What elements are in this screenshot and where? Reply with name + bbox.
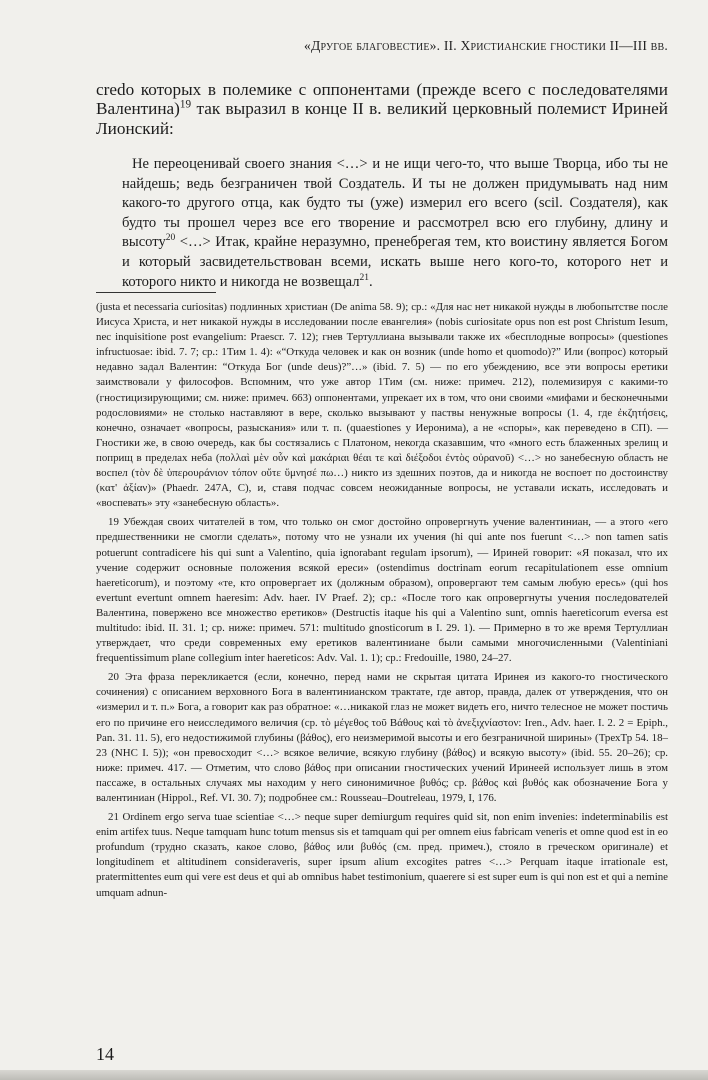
footnote-20: 20 Эта фраза перекликается (если, конечно, перед нами не скрытая цитата Иринея из какого-то гностического сочинения) с описанием верховного Бога в валентинианском трактате, где автор, правда, далек от утверждения, что он «измерил и т. п.» Бога, а говорит как раз обратное: «…никакой глаз не может видеть его, ничто телесное не может постичь его по причине его неисследимого величия (ср. τὸ μέγεθος τοῦ Βάθους καὶ τὸ ἀνεξιχνίαστον: Iren., Adv. haer. I. 2. 2 = Epiph., Pan. 31. 11. 5), его недостижимой глубины (βάθος), его неизмеримой высоты и его безграничной ширины» (ТрехТр 54. 18–23 (NHC I. 5)); «он превосходит <…> всякое величие, всякую глубину (βάθος) и всякую высоту» (ibid. 55. 20–26); ср. ниже: примеч. 417. — Отметим, что слово βάθος при описании гностических учений Иринеей использует лишь в этом пассаже, в остальных случаях мы находим у него синонимичное βυθός; ср. βάθος καὶ βυθός как обозначение Бога у валентиниан (Hippol., Ref. VI. 30. 7); подробнее см.: Rousseau–Doutreleau, 1979, I, 176. xyxy=(96,671,668,804)
body-text-after: так выразил в конце II в. великий церковный полемист Ириней Лионский: xyxy=(96,99,668,138)
quote-end: . xyxy=(368,273,373,290)
footnote-divider xyxy=(96,292,216,293)
quote-part-1: Не переоценивай своего знания <…> и не ищи чего-то, что выше Творца, ибо ты не найдешь; ведь безграничен твой Создатель. И ты не должен придумывать над ним какого-то другого отца, как будто ты (уже) измерил его всего (scil. Создателя), как будто ты прошел через все его творение и рассмотрел всю его глубину, длину и высоту xyxy=(122,156,668,251)
body-text-before: credo которых в полемике с оппонентами (прежде всего с последователями Валентина) xyxy=(96,80,668,119)
running-head: «Другое благовестие». II. Христианские гностики II—III вв. xyxy=(303,38,668,53)
footnote-ref-19[interactable]: 19 xyxy=(179,98,192,111)
footnote-21: 21 Ordinem ergo serva tuae scientiae <…> neque super demiurgum requires quid sit, non enim invenies: indeterminabilis est enim artifex tuus. Neque tamquam hunc totum mensus sis et tamquam qui per omnem eius fabricam veneris et omne quod est in eo profundum (трудно сказать, какое слово, βάθος или βυθός (см. пред. примеч.), стояло в греческом оригинале) et longitudinem et altitudinem consideraveris, super ipsum alium excogites patres <…> Perquam itaque irrationale est, pratermittentes eum qui vere est deus et qui ab omnibus habet testimonium, quaerere si est super eum is qui non est et qui a nemine umquam adnun- xyxy=(96,811,668,899)
footnotes-section xyxy=(96,300,668,905)
irenaeus-quote xyxy=(122,155,668,292)
footnote-ref-21[interactable]: 21 xyxy=(359,272,369,283)
footnote-19: 19 Убеждая своих читателей в том, что только он смог достойно опровергнуть учение валентиниан, — а этого «его предшественники не смогли сделать», потому что не узнали их учения (hi qui ante nos fuerunt <…> non tamen satis potuerunt contradicere his qui sunt a Valentino, quia ignorabant regulam ipsorum), — Ириней говорит: «Я показал, что их учение содержит основные положения всякой ереси» (ostendimus doctrinam eorum recapitulationem esse omnium haereticorum), и поэтому «те, кто опровергает их (должным образом), опровергают тем самым любую ересь» (qui hos evertunt evertunt omnem haeresim: Adv. haer. IV Praef. 2); ср.: «После того как опровергнуты учения последователей Валентина, повержено все множество еретиков» (Destructis itaque his qui a Valentino sunt, omnis haereticorum eversa est multitudo: ibid. II. 31. 1; ср. ниже: примеч. 571: multitudo gnosticorum в I. 29. 1). — Примерно в то же время Тертуллиан утверждает, что среди современных ему еретиков валентиниане были самыми многочисленными (Valentiniani frequentissimum plane collegium inter haereticos: Adv. Val. 1. 1); ср.: Fredouille, 1980, 24–27. xyxy=(96,516,668,665)
footnote-ref-20[interactable]: 20 xyxy=(165,233,176,244)
body-paragraph xyxy=(96,80,668,138)
footnote-18-continuation: (justa et necessaria curiositas) подлинных христиан (De anima 58. 9); ср.: «Для нас нет никакой нужды в любопытстве после Иисуса Христа, и нет никакой нужды в исследовании после евангелия» (nobis curiositate opus non est post Christum Iesum, nec inquisitione post evangelium: Praescr. 7. 12); гнев Тертуллиана вызывали также их «бесплодные вопросы» (questiones infructuosae: ibid. 7. 7; ср.: 1Тим 1. 4): «“Откуда человек и как он возник (unde homo et quomodo)?” Или (вопрос) который недавно задал Валентин: “Откуда Бог (unde deus)?”…» (ibid. 7. 5) — по его убеждению, все эти вопросы еретики заимствовали у философов. Вспомним, что уже автор 1Тим (см. ниже: примеч. 212), полемизируя с какими-то (гностицизирующими; см. ниже: примеч. 663) оппонентами, упрекает их в том, что они своими «мифами и бесконечными родословиями» не столько наставляют в вере, сколько вызывают у паствы ненужные вопросы (1. 4, где ἐκζητήσεις, конечно, означает «вопросы, разыскания» или т. п. (quaestiones у Иеронима), а не «споры», как переведено в СП). — Гностики же, в свою очередь, как бы состязались с Платоном, некогда сказавшим, что «много есть блаженных зрелищ и поприщ в пределах неба (πολλαὶ μὲν οὖν καὶ μακάριαι θέαι τε καὶ διέξοδοι ἐντὸς οὐρανοῦ) <…> но занебесную область не воспел (τὸν δὲ ὑπερουράνιον τόπον οὔτε ὕμνησέ πω…) никто из здешних поэтов, да и никогда не воспоет по достоинству (κατ' ἀξίαν)» (Phaedr. 247A, C), и, ставя подчас совсем неожиданные вопросы, не уставали искать, исследовать и «воспевать» эту «занебесную область». xyxy=(96,301,668,510)
quote-part-2: <…> Итак, крайне неразумно, пренебрегая тем, кто воистину является Богом и который засвидетельствован всеми, искать выше него кого-то, которого нет и которого никто и никогда не возвещал xyxy=(122,234,668,290)
page-bottom-edge xyxy=(0,1070,708,1080)
page-number: 14 xyxy=(96,1044,114,1064)
